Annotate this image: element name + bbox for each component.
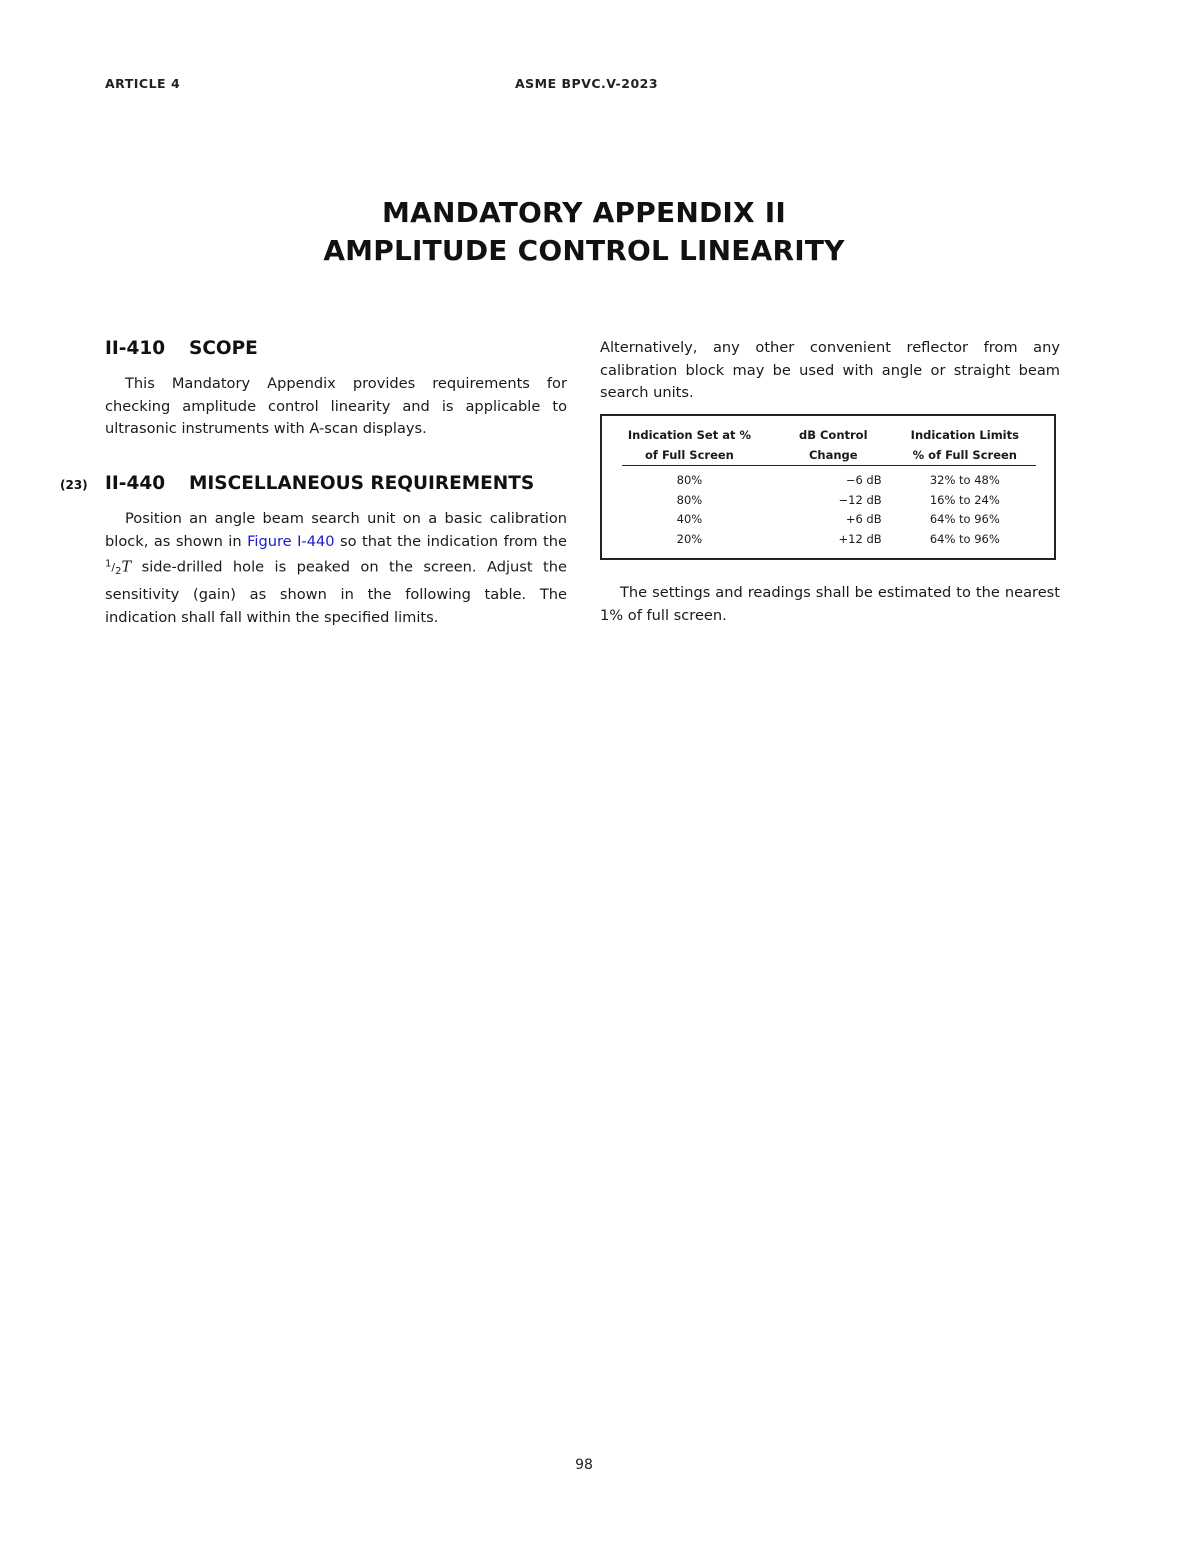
table-cell: 80% [676, 473, 703, 488]
linearity-table [622, 426, 1036, 549]
header-line: Change [808, 447, 858, 462]
table-row [622, 491, 1036, 511]
page-number: 98 [575, 1457, 593, 1473]
table-cell: 64% to 96% [929, 531, 1000, 546]
fraction-denominator: 2 [115, 566, 122, 578]
header-line: of Full Screen [645, 447, 734, 462]
table-cell: +6 dB [845, 512, 882, 527]
misc-text-1: Position an angle beam search unit on a basic calibration block, as shown in [105, 510, 567, 550]
section-number-misc: II-440 [105, 473, 166, 495]
table-cell: 80% [676, 492, 703, 507]
header-line: % of Full Screen [912, 447, 1017, 462]
table-header-cell [622, 426, 757, 466]
table-cell: −12 dB [838, 492, 882, 507]
appendix-title-line-1: MANDATORY APPENDIX II [382, 196, 786, 229]
appendix-title [0, 194, 1168, 270]
running-head-article: ARTICLE 4 [105, 76, 181, 91]
revision-mark: (23) [60, 478, 88, 493]
fraction-numerator: 1 [105, 558, 112, 570]
table-row [622, 530, 1036, 550]
section-heading-misc [60, 472, 567, 496]
section-title-scope: SCOPE [189, 338, 258, 359]
estimation-paragraph: The settings and readings shall be estimated to the nearest 1% of full screen. [600, 584, 1060, 624]
figure-link[interactable]: Figure I-440 [247, 532, 335, 550]
header-line: dB Control [798, 428, 868, 443]
misc-paragraph [105, 508, 567, 629]
header-line: Indication Limits [910, 428, 1019, 443]
fraction-half: $^1/_2$ [105, 558, 122, 578]
linearity-table-box [600, 414, 1056, 560]
table-header-cell [757, 426, 894, 466]
table-cell: 32% to 48% [929, 473, 1000, 488]
section-title-misc: MISCELLANEOUS REQUIREMENTS [189, 473, 535, 495]
running-head-code: ASME BPVC.V-2023 [515, 76, 659, 91]
section-heading-scope [105, 337, 567, 361]
table-cell: 16% to 24% [929, 492, 1000, 507]
misc-text-3: side-drilled hole is peaked on the screen. Adjust the sensitivity (gain) as shown in the following table. The indication shall fall within the specified limits. [105, 558, 567, 626]
table-cell: 20% [676, 531, 703, 546]
table-header-row [622, 426, 1036, 466]
table-row [622, 466, 1036, 491]
left-column [60, 337, 567, 629]
table-cell: +12 dB [838, 531, 882, 546]
appendix-title-line-2: AMPLITUDE CONTROL LINEARITY [323, 234, 845, 267]
table-header-cell [894, 426, 1036, 466]
scope-paragraph: This Mandatory Appendix provides requirements for checking amplitude control linearity and is applicable to ultrasonic instruments with A-scan displays. [105, 375, 567, 438]
table-cell: 40% [676, 512, 703, 527]
table-cell: −6 dB [845, 473, 882, 488]
table-row [622, 510, 1036, 530]
section-number-scope: II-410 [105, 338, 166, 359]
misc-text-2: so that the indication from the [334, 532, 567, 550]
right-column [600, 337, 1060, 628]
misc-continuation-paragraph: Alternatively, any other convenient reflector from any calibration block may be used with angle or straight beam search units. [600, 339, 1060, 402]
header-line: Indication Set at % [627, 428, 751, 443]
variable-t: T [121, 558, 132, 576]
table-cell: 64% to 96% [929, 512, 1000, 527]
